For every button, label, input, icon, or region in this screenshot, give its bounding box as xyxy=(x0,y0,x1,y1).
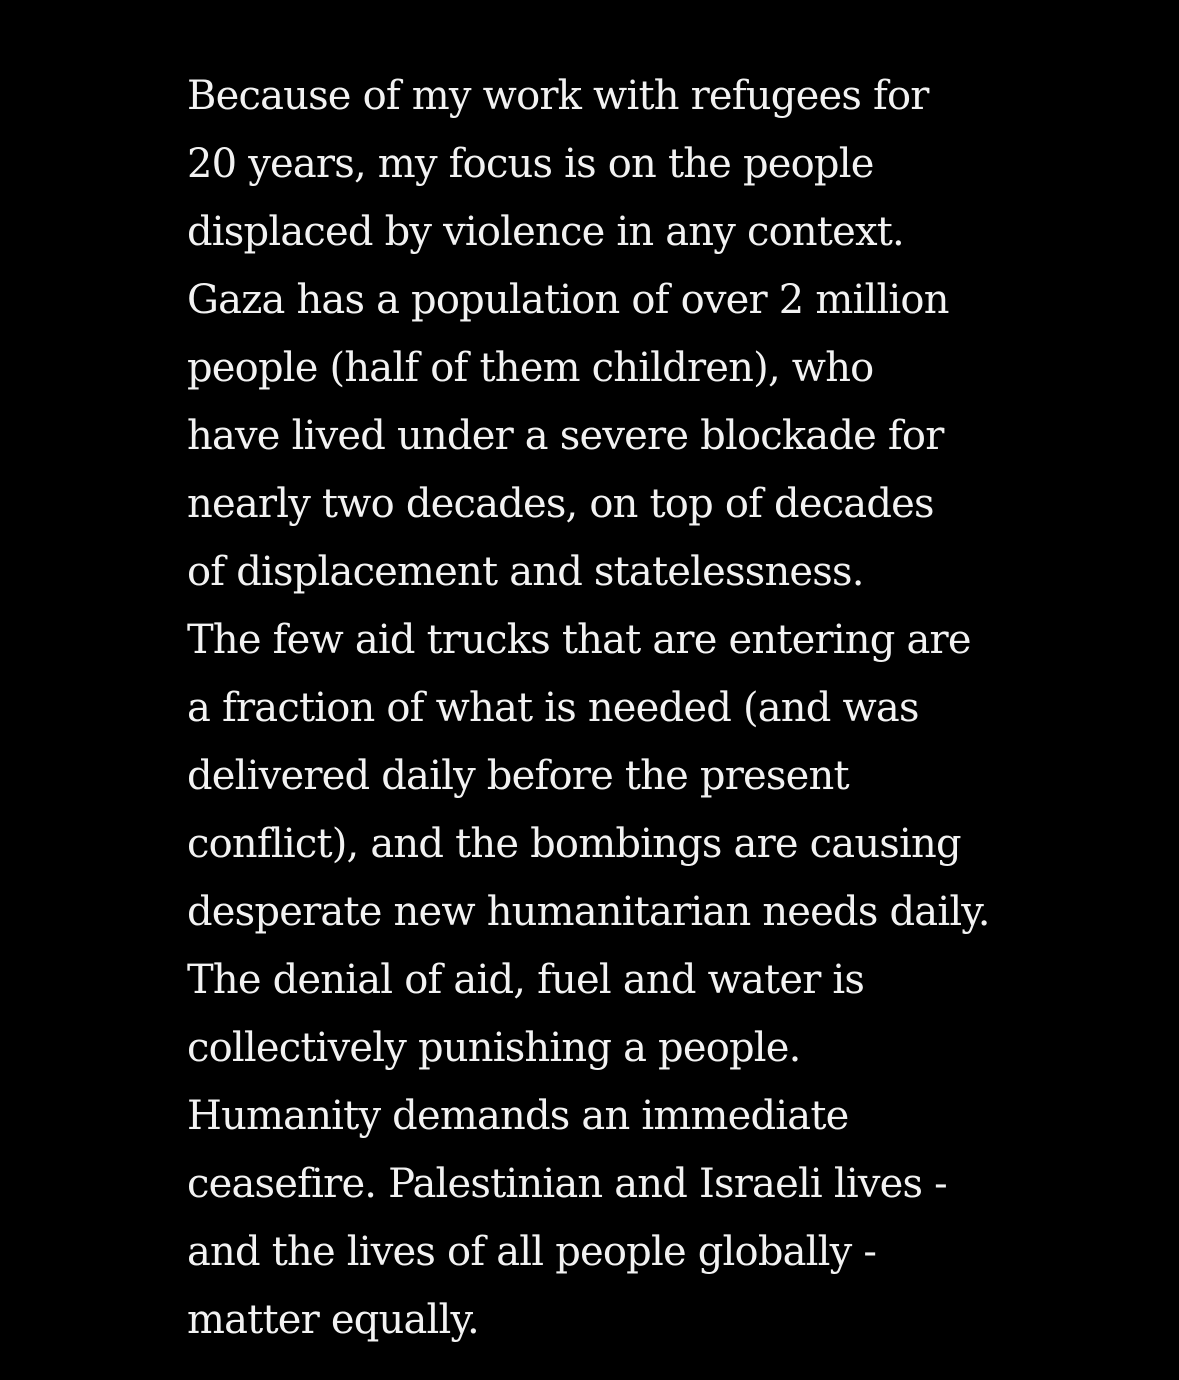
statement-line: have lived under a severe blockade for xyxy=(187,413,944,459)
statement-line: displaced by violence in any context. xyxy=(187,209,904,255)
statement-line: Gaza has a population of over 2 million xyxy=(187,277,949,323)
statement-line: people (half of them children), who xyxy=(187,345,874,391)
statement-line: 20 years, my focus is on the people xyxy=(187,141,874,187)
statement-line: The few aid trucks that are entering are xyxy=(187,617,971,663)
statement-line: and the lives of all people globally - xyxy=(187,1229,877,1275)
statement-line: Because of my work with refugees for xyxy=(187,73,929,119)
statement-line: of displacement and statelessness. xyxy=(187,549,864,595)
statement-line: matter equally. xyxy=(187,1297,479,1343)
statement-line: delivered daily before the present xyxy=(187,753,849,799)
statement-line: a fraction of what is needed (and was xyxy=(187,685,919,731)
statement-text-block xyxy=(187,62,1147,1354)
statement-line: The denial of aid, fuel and water is xyxy=(187,957,865,1003)
statement-line: Humanity demands an immediate xyxy=(187,1093,849,1139)
statement-line: conflict), and the bombings are causing xyxy=(187,821,961,867)
statement-line: collectively punishing a people. xyxy=(187,1025,801,1071)
statement-line: nearly two decades, on top of decades xyxy=(187,481,934,527)
statement-line: ceasefire. Palestinian and Israeli lives - xyxy=(187,1161,947,1207)
statement-line: desperate new humanitarian needs daily. xyxy=(187,889,990,935)
